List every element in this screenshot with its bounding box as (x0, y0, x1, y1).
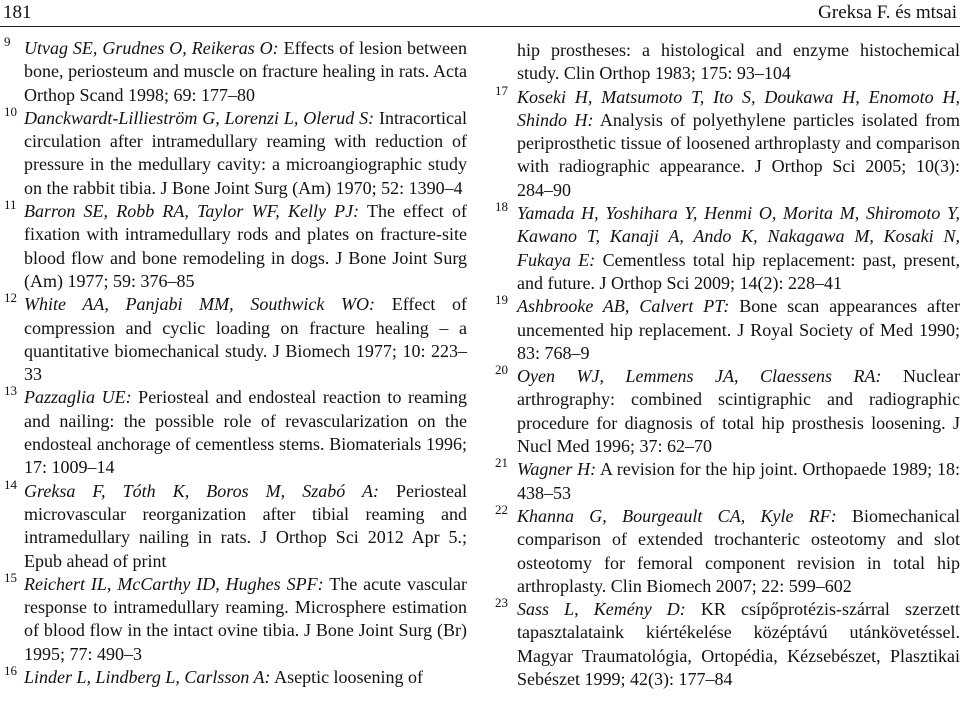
reference-item (495, 292, 960, 365)
reference-authors: Khanna G, Bourgeault CA, Kyle RF: (517, 505, 837, 526)
reference-item (4, 663, 467, 689)
reference-text: Cementless total hip replacement: past, present, and future. J Orthop Sci 2009; 14(2): 228–41 (517, 249, 960, 293)
reference-number: 15 (4, 569, 17, 585)
reference-item (4, 197, 467, 293)
reference-authors: Reichert IL, McCarthy ID, Hughes SPF: (24, 573, 324, 594)
reference-continuation: hip prostheses: a histological and enzyme histochemical study. Clin Orthop 1983; 175: 93–104 (517, 40, 960, 84)
reference-number: 11 (4, 197, 17, 213)
reference-text: The acute vascular response to intramedullary reaming. Microsphere estimation of blood flow in the intact ovine tibia. J Bone Joint Surg (Br) 1995; 77: 490–3 (24, 573, 467, 664)
reference-number: 12 (4, 290, 17, 306)
reference-authors: Yamada H, Yoshihara Y, Henmi O, Morita M, Shiromoto Y, Kawano T, Kanaji A, Ando K, Nakagawa M, Kosaki N, Fukaya E: (517, 203, 960, 270)
reference-number: 17 (495, 82, 508, 98)
running-head: Greksa F. és mtsai (818, 2, 957, 23)
reference-item (495, 362, 960, 458)
page-number: 181 (3, 2, 32, 23)
reference-number: 19 (495, 292, 508, 308)
reference-authors: Greksa F, Tóth K, Boros M, Szabó A: (24, 480, 379, 501)
reference-authors: Sass L, Kemény D: (517, 599, 686, 620)
reference-number: 18 (495, 199, 508, 215)
reference-number: 23 (495, 595, 508, 611)
reference-item (4, 569, 467, 666)
reference-text: Aseptic loosening of (270, 667, 424, 688)
left-column (4, 34, 468, 689)
reference-authors: White AA, Panjabi MM, Southwick WO: (24, 294, 376, 315)
reference-item (4, 290, 468, 386)
reference-number: 9 (4, 34, 11, 49)
reference-text: Biomechanical comparison of extended trochanteric osteotomy and slot osteotomy for femoral component revision in total hip arthroplasty. Clin Biomech 2007; 22: 599–602 (517, 505, 960, 596)
reference-authors: Utvag SE, Grudnes O, Reikeras O: (24, 38, 279, 58)
reference-authors: Oyen WJ, Lemmens JA, Claessens RA: (517, 366, 882, 387)
reference-text: Periosteal and endosteal reaction to reaming and nailing: the possible role of revascularization on the endosteal anchorage of cementless stems. Biomaterials 1996; 17: 1009–14 (24, 387, 467, 478)
reference-text: Bone scan appearances after uncemented hip replacement. J Royal Society of Med 1990; 83: 768–9 (517, 296, 960, 363)
reference-number: 21 (495, 455, 508, 471)
reference-number: 22 (495, 501, 508, 517)
reference-authors: Pazzaglia UE: (24, 387, 132, 408)
reference-authors: Danckwardt-Lillieström G, Lorenzi L, Olerud S: (24, 107, 375, 128)
reference-number: 20 (495, 362, 508, 378)
reference-item (495, 82, 960, 202)
header-rule (0, 26, 960, 27)
reference-text: Nuclear arthrography: combined scintigraphic and radiographic procedure for diagnosis of total hip prosthesis loosening. J Nucl Med 1996; 37: 62–70 (517, 366, 960, 457)
reference-text: Periosteal microvascular reorganization after tibial reaming and intramedullary nailing in rats. J Orthop Sci 2012 Apr 5.; Epub ahead of print (24, 480, 467, 571)
reference-item (495, 455, 960, 505)
reference-item (495, 595, 960, 691)
reference-text: Intracortical circulation after intramedullary reaming with reduction of pressure in the medullary cavity: a microangiographic study on the rabbit tibia. J Bone Joint Surg (Am) 1970; 52: 1390–4 (24, 107, 467, 198)
reference-item (4, 476, 467, 573)
right-column (495, 37, 960, 691)
reference-text: Analysis of polyethylene particles isolated from periprosthetic tissue of loosened arthroplasty and comparison with radiographic appearance. J Orthop Sci 2005; 10(3): 284–90 (517, 109, 960, 200)
reference-text: The effect of fixation with intramedullary rods and plates on fracture-site blood flow and bone remodeling in dogs. J Bone Joint Surg (Am) 1977; 59: 376–85 (24, 201, 467, 291)
reference-authors: Linder L, Lindberg L, Carlsson A: (24, 667, 271, 688)
reference-item (4, 34, 467, 107)
reference-item (495, 501, 960, 598)
reference-item (4, 103, 467, 200)
reference-item (4, 383, 467, 479)
reference-text: Effects of lesion between bone, periosteum and muscle on fracture healing in rats. Acta Orthop Scand 1998; 69: 177–80 (24, 38, 467, 105)
reference-number: 13 (4, 383, 17, 399)
reference-text: A revision for the hip joint. Orthopaede 1989; 18: 438–53 (517, 459, 960, 503)
reference-text: Effect of compression and cyclic loading on fracture healing – a quantitative biomechanical study. J Biomech 1977; 10: 223–33 (24, 294, 468, 385)
reference-item (495, 199, 960, 295)
reference-number: 16 (4, 663, 17, 679)
reference-number: 14 (4, 476, 17, 492)
reference-text: KR csípőprotézis-szárral szerzett tapasztalataink kiértékelése középtávú utánkövetéssel. Magyar Traumatológia, Ortopédia, Kézsebészet, Plasztikai Sebészet 1999; 42(3): 177–84 (517, 599, 960, 690)
page-header (0, 0, 960, 30)
reference-authors: Barron SE, Robb RA, Taylor WF, Kelly PJ: (24, 201, 360, 222)
reference-authors: Koseki H, Matsumoto T, Ito S, Doukawa H, Enomoto H, Shindo H: (517, 86, 960, 130)
reference-authors: Wagner H: (517, 459, 597, 480)
reference-authors: Ashbrooke AB, Calvert PT: (517, 296, 730, 317)
reference-number: 10 (4, 103, 17, 119)
